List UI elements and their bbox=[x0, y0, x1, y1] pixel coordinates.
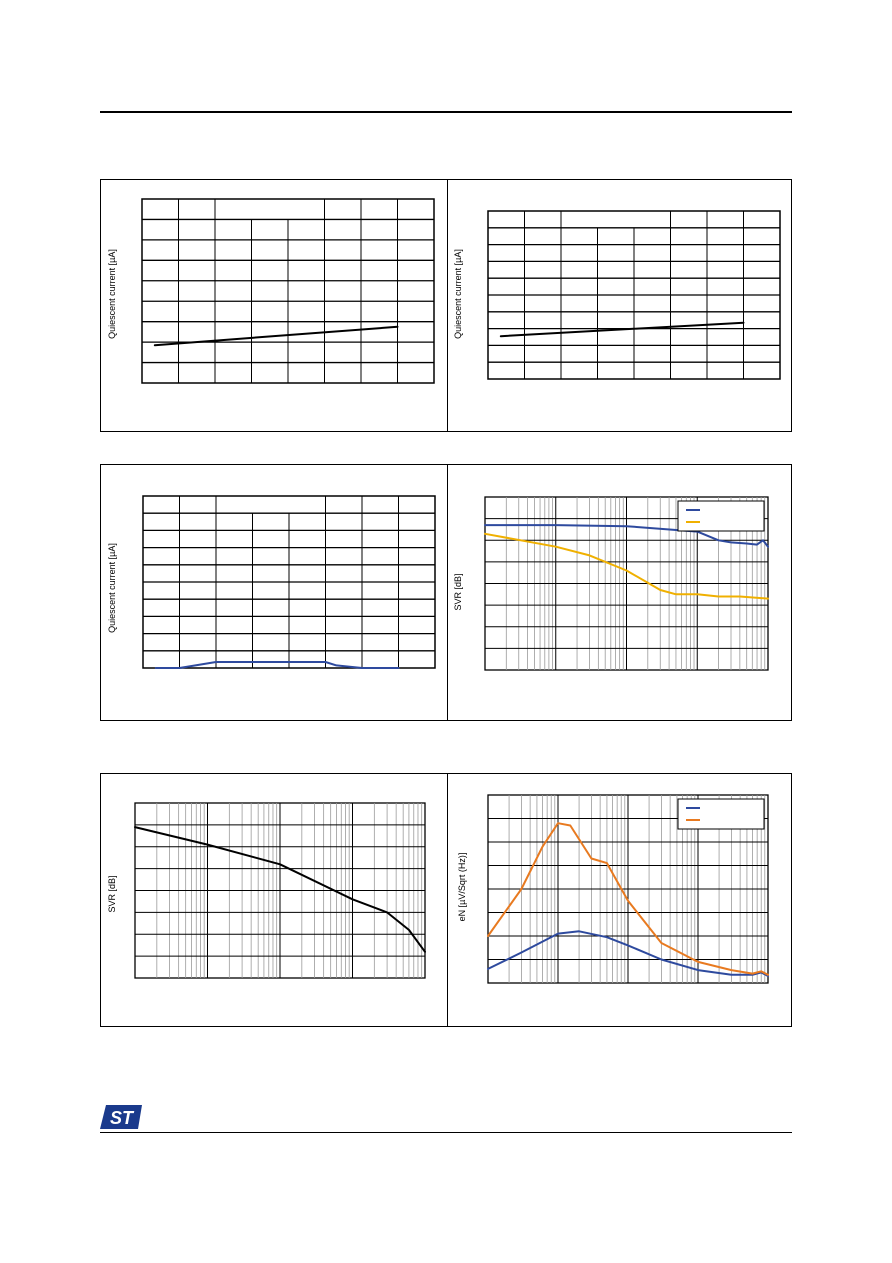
y-axis-label: Quiescent current [µA] bbox=[107, 249, 117, 339]
y-axis-label: SVR [dB] bbox=[107, 875, 117, 913]
y-axis-label: eN [µV/Sqrt (Hz)] bbox=[457, 852, 467, 922]
st-logo-text: ST bbox=[110, 1108, 134, 1128]
legend-box bbox=[678, 799, 764, 829]
y-axis-label: SVR [dB] bbox=[453, 573, 463, 611]
st-logo bbox=[100, 1105, 142, 1129]
y-axis-label: Quiescent current [µA] bbox=[107, 543, 117, 633]
y-axis-label: Quiescent current [µA] bbox=[453, 249, 463, 339]
legend-box bbox=[678, 501, 764, 531]
